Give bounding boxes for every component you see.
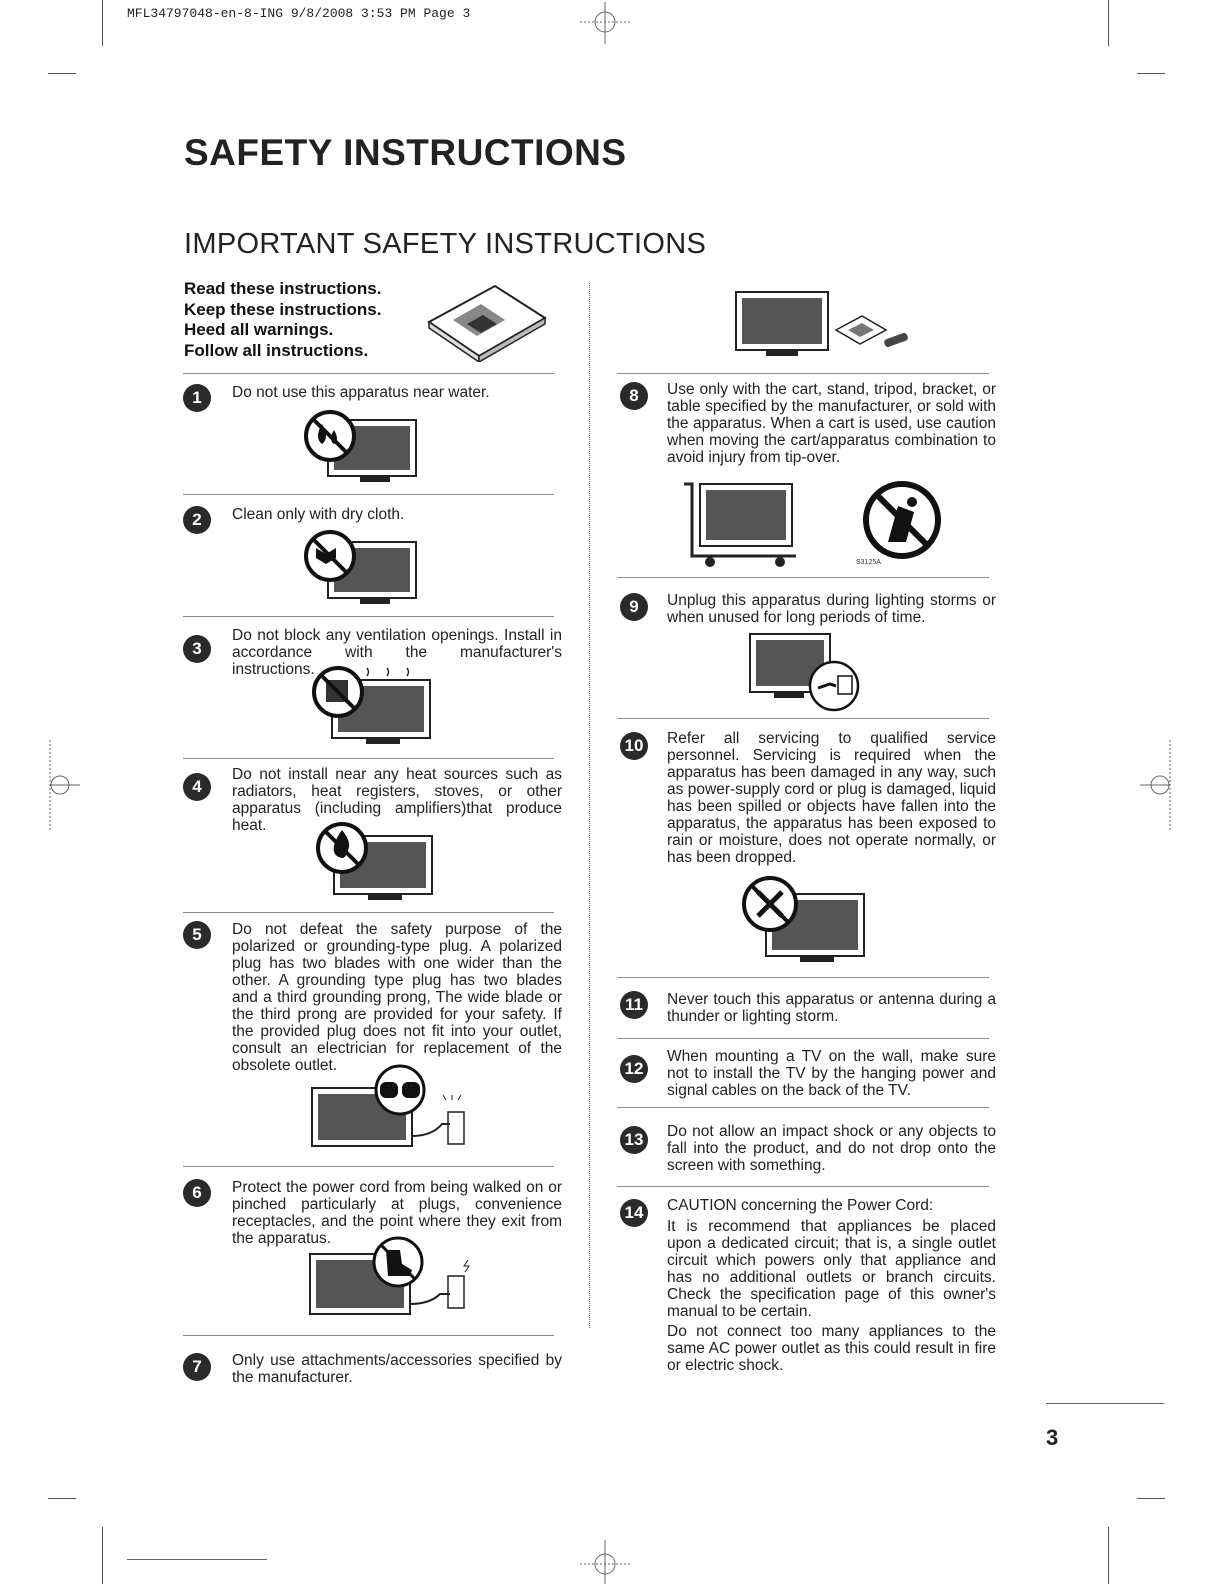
tv-near-water-icon xyxy=(300,410,422,488)
registration-mark-icon xyxy=(1140,740,1180,830)
divider xyxy=(617,1038,989,1039)
intro-instructions xyxy=(184,279,381,361)
item-number-badge: 10 xyxy=(620,732,648,760)
intro-line: Follow all instructions. xyxy=(184,340,369,360)
section-title: IMPORTANT SAFETY INSTRUCTIONS xyxy=(184,228,707,260)
item-text: Protect the power cord from being walked on or pinched particularly at plugs, convenience receptacles, and the point where they exit from the apparatus. xyxy=(232,1179,562,1247)
intro-line: Read these instructions. xyxy=(184,279,382,298)
divider xyxy=(617,718,989,719)
cart-code-label: S3125A xyxy=(856,559,881,566)
item-number-badge: 12 xyxy=(620,1055,648,1083)
item-text: Only use attachments/accessories specified by the manufacturer. xyxy=(232,1352,562,1386)
unplug-tv-icon xyxy=(748,630,864,712)
tv-with-accessories-icon xyxy=(734,290,920,358)
crop-mark xyxy=(1137,73,1165,74)
item-text: CAUTION concerning the Power Cord: xyxy=(667,1197,934,1214)
column-divider xyxy=(589,283,590,1328)
item-text: Do not use this apparatus near water. xyxy=(232,384,490,401)
cart-tip-over-warning-icon xyxy=(680,480,950,572)
item-number-badge: 2 xyxy=(183,506,211,534)
no-heat-source-icon xyxy=(314,820,436,902)
no-wet-cloth-icon xyxy=(300,528,422,608)
item-text: Do not allow an impact shock or any objects to fall into the product, and do not drop onto the screen with something. xyxy=(667,1123,996,1174)
divider xyxy=(127,1559,267,1560)
item-text: Do not connect too many appliances to the same AC power outlet as this could result in fire or electric shock. xyxy=(667,1323,996,1374)
manual-book-icon xyxy=(423,282,551,362)
item-text: Use only with the cart, stand, tripod, bracket, or table specified by the manufacturer, or sold with the apparatus. When a cart is used, use caution when moving the cart/apparatus combination to avoid injury from tip-over. xyxy=(667,381,996,466)
item-text: Do not block any ventilation openings. Install in accordance with the manufacturer's instructions. xyxy=(232,627,562,678)
divider xyxy=(183,758,554,759)
page-number: 3 xyxy=(1046,1425,1059,1450)
item-number-badge: 13 xyxy=(620,1126,648,1154)
divider xyxy=(617,977,989,978)
protect-power-cord-icon xyxy=(308,1232,478,1322)
divider xyxy=(183,912,554,913)
item-number-badge: 6 xyxy=(183,1179,211,1207)
crop-mark xyxy=(1108,0,1109,46)
divider xyxy=(183,1166,554,1167)
item-number-badge: 5 xyxy=(183,921,211,949)
divider xyxy=(617,373,989,374)
item-number-badge: 11 xyxy=(620,991,648,1019)
print-slug: MFL34797048-en-8-ING 9/8/2008 3:53 PM Page 3 xyxy=(127,6,471,21)
crop-mark xyxy=(1108,1527,1109,1584)
divider xyxy=(183,1335,554,1336)
divider xyxy=(183,616,554,617)
crop-mark xyxy=(48,73,76,74)
item-text: Do not install near any heat sources such as radiators, heat registers, stoves, or other apparatus (including amplifiers)that produce heat. xyxy=(232,766,562,834)
registration-mark-icon xyxy=(580,2,630,44)
item-text: Do not defeat the safety purpose of the polarized or grounding-type plug. A polarized plug has two blades with one wider than the other. A grounding type plug has two blades and a third grounding prong, The wide blade or the third prong are provided for your safety. If the provided plug does not fit into your outlet, consult an electrician for replacement of the obsolete outlet. xyxy=(232,921,562,1074)
item-text: When mounting a TV on the wall, make sure not to install the TV by the hanging power and signal cables on the back of the TV. xyxy=(667,1048,996,1099)
crop-mark xyxy=(102,1527,103,1584)
divider xyxy=(617,1107,989,1108)
item-number-badge: 14 xyxy=(620,1199,648,1227)
item-text: Refer all servicing to qualified service personnel. Servicing is required when the apparatus has been damaged in any way, such as power-supply cord or plug is damaged, liquid has been spilled or objects have fallen into the apparatus, the apparatus has been exposed to rain or moisture, does not operate normally, or has been dropped. xyxy=(667,730,996,866)
item-number-badge: 3 xyxy=(183,635,211,663)
item-text: Never touch this apparatus or antenna during a thunder or lighting storm. xyxy=(667,991,996,1025)
item-number-badge: 4 xyxy=(183,773,211,801)
divider xyxy=(183,494,554,495)
item-text: It is recommend that appliances be placed upon a dedicated circuit; that is, a single outlet circuit which powers only that appliance and has no additional outlets or branch circuits. Check the specification page of this owner's manual to be certain. xyxy=(667,1218,996,1320)
intro-line: Keep these instructions. xyxy=(184,299,382,319)
item-text: Unplug this apparatus during lighting storms or when unused for long periods of time. xyxy=(667,592,996,626)
intro-line: Heed all warnings. xyxy=(184,320,334,339)
item-number-badge: 9 xyxy=(620,593,648,621)
no-self-servicing-icon xyxy=(740,874,868,966)
divider xyxy=(1046,1403,1164,1404)
item-text: Clean only with dry cloth. xyxy=(232,506,405,523)
divider xyxy=(617,577,989,578)
crop-mark xyxy=(1137,1498,1165,1499)
blocked-ventilation-icon xyxy=(312,664,437,746)
registration-mark-icon xyxy=(40,740,80,830)
divider xyxy=(617,1186,989,1187)
item-number-badge: 1 xyxy=(183,384,211,412)
page-title: SAFETY INSTRUCTIONS xyxy=(184,132,627,173)
item-number-badge: 8 xyxy=(620,382,648,410)
polarized-plug-icon xyxy=(310,1064,476,1154)
crop-mark xyxy=(102,0,103,46)
crop-mark xyxy=(48,1498,76,1499)
item-number-badge: 7 xyxy=(183,1353,211,1381)
registration-mark-icon xyxy=(580,1540,630,1584)
divider xyxy=(183,373,554,374)
